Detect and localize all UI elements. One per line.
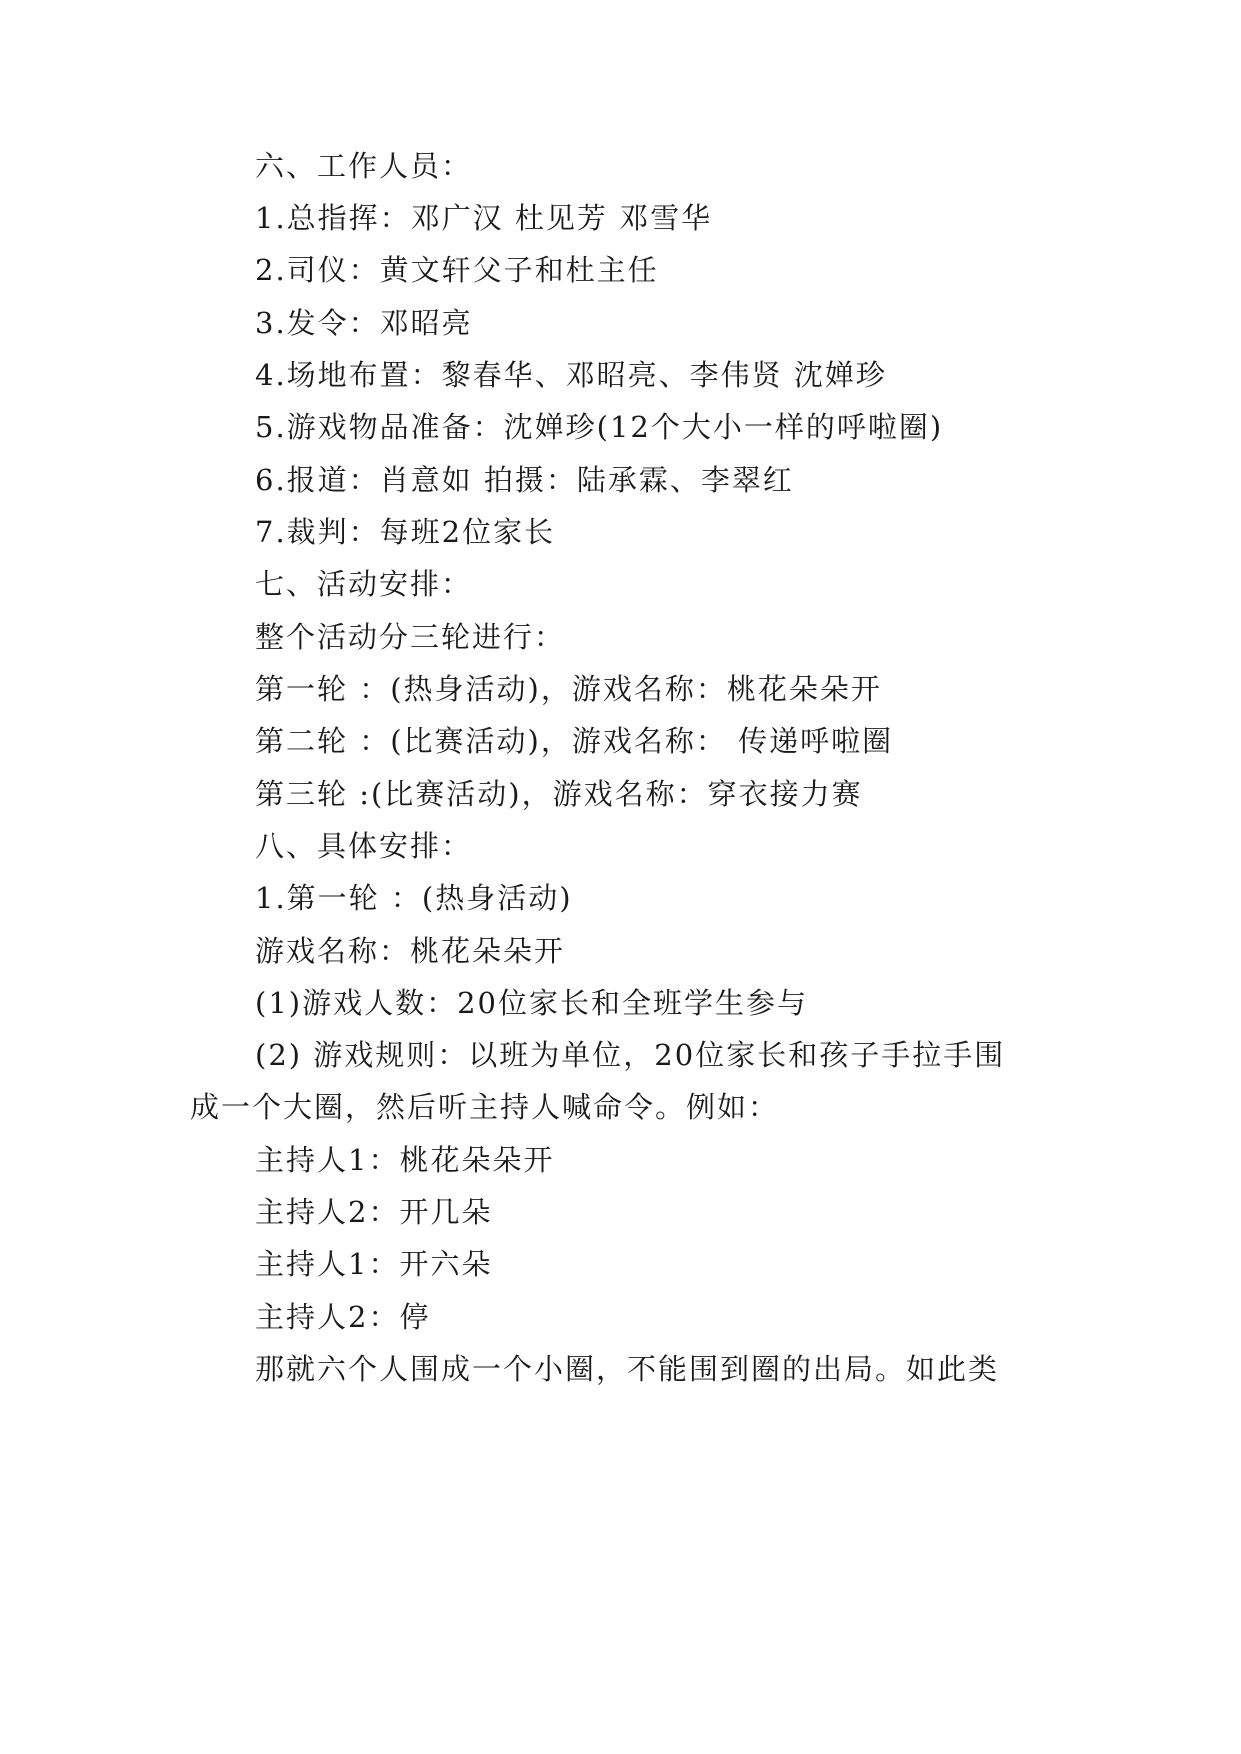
section-heading-staff: 六、工作人员： [255,149,473,183]
text-line: 2.司仪：黄文轩父子和杜主任 [255,253,659,287]
text-line: (1)游戏人数：20位家长和全班学生参与 [255,986,808,1020]
text-line: 第一轮 ：(热身活动)，游戏名称：桃花朵朵开 [255,672,882,706]
text-line: 7.裁判：每班2位家长 [255,515,556,549]
text-line: 3.发令：邓昭亮 [255,306,473,340]
text-line: 主持人1：开六朵 [255,1247,493,1281]
section-heading-arrangement: 七、活动安排： [255,567,473,601]
text-line: 游戏名称：桃花朵朵开 [255,934,566,968]
text-line: 主持人2：停 [255,1300,431,1334]
text-line: 5.游戏物品准备：沈婵珍(12个大小一样的呼啦圈) [255,410,944,444]
text-line: 第三轮 :(比赛活动)，游戏名称：穿衣接力赛 [255,777,863,811]
text-line-continuation: 成一个大圈，然后听主持人喊命令。例如： [190,1090,780,1124]
text-line: 1.第一轮 ：(热身活动) [255,881,573,915]
text-line: 整个活动分三轮进行： [255,620,566,654]
text-line: 第二轮 ：(比赛活动)，游戏名称： 传递呼啦圈 [255,724,894,758]
text-line: 主持人1：桃花朵朵开 [255,1143,555,1177]
section-heading-details: 八、具体安排： [255,829,473,863]
text-line: (2) 游戏规则：以班为单位，20位家长和孩子手拉手围 [255,1038,1006,1072]
text-line: 6.报道：肖意如 拍摄：陆承霖、李翠红 [255,463,794,497]
text-line: 1.总指挥：邓广汉 杜见芳 邓雪华 [255,201,713,235]
text-line: 主持人2：开几朵 [255,1195,493,1229]
text-line: 那就六个人围成一个小圈，不能围到圈的出局。如此类 [255,1352,1000,1386]
text-line: 4.场地布置：黎春华、邓昭亮、李伟贤 沈婵珍 [255,358,887,392]
